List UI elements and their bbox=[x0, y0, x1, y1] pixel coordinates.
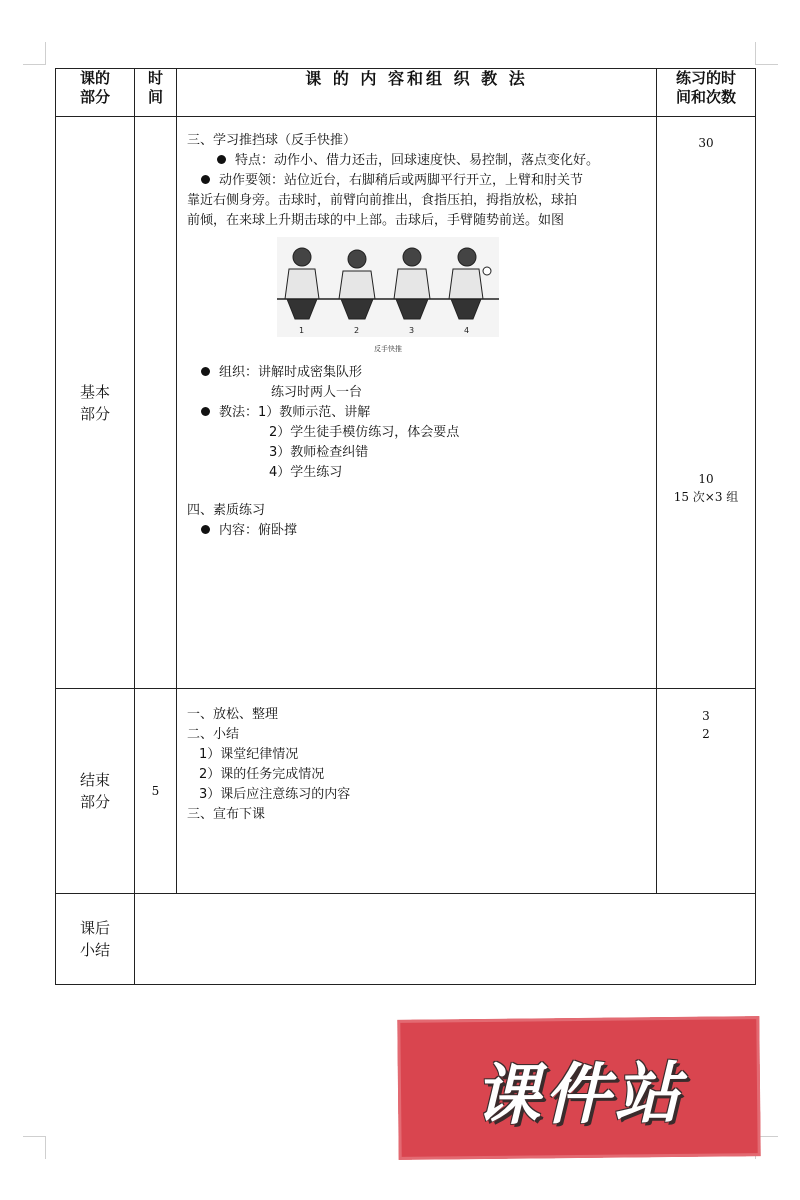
bullet-icon bbox=[201, 367, 210, 376]
ending-part-content bbox=[177, 689, 657, 894]
ending-part-practice bbox=[657, 689, 756, 894]
teaching-step-2: 2）学生徒手模仿练习，体会要点 bbox=[269, 425, 460, 440]
watermark-text: 课件站 bbox=[473, 1054, 685, 1134]
header-row bbox=[56, 69, 756, 117]
essentials-line-1: 动作要领：站位近台，右脚稍后或两脚平行开立，上臂和肘关节 bbox=[187, 171, 648, 191]
teaching-step-4: 4）学生练习 bbox=[269, 465, 343, 480]
ending-line-4: 2）课的任务完成情况 bbox=[199, 767, 325, 782]
ending-line-3: 1）课堂纪律情况 bbox=[199, 747, 299, 762]
basic-part-practice bbox=[657, 117, 756, 689]
crop-mark-top-right bbox=[755, 42, 778, 65]
basic-part-label: 基本 部分 bbox=[56, 117, 135, 689]
summary-label: 课后 小结 bbox=[56, 894, 135, 985]
figure-number-3: 3 bbox=[409, 326, 415, 335]
bullet-icon bbox=[201, 525, 210, 534]
header-content: 课 的 内 容和组 织 教 法 bbox=[177, 69, 657, 117]
summary-row bbox=[56, 894, 756, 985]
section4-content: 内容：俯卧撑 bbox=[187, 521, 648, 541]
header-part: 课的 部分 bbox=[56, 69, 135, 117]
bullet-icon bbox=[217, 155, 226, 164]
crop-mark-bottom-left bbox=[23, 1136, 46, 1159]
organize-line-2: 练习时两人一台 bbox=[271, 385, 363, 400]
figure-number-2: 2 bbox=[354, 326, 360, 335]
backhand-push-figure bbox=[277, 237, 499, 359]
section3-title: 三、学习推挡球（反手快推） bbox=[187, 133, 357, 148]
feature-line: 特点：动作小、借力还击，回球速度快、易控制，落点变化好。 bbox=[187, 151, 648, 171]
player-illustration-icon bbox=[277, 237, 499, 337]
essentials-line-2: 靠近右侧身旁。击球时，前臂向前推出，食指压拍，拇指放松，球拍 bbox=[187, 193, 578, 208]
practice-value-sets: 15 次×3 组 bbox=[673, 490, 739, 504]
basic-part-time bbox=[135, 117, 177, 689]
ending-line-6: 三、宣布下课 bbox=[187, 807, 266, 822]
header-time: 时 间 bbox=[135, 69, 177, 117]
crop-mark-top-left bbox=[23, 42, 46, 65]
basic-part-row bbox=[56, 117, 756, 689]
bullet-icon bbox=[201, 175, 210, 184]
ending-part-time: 5 bbox=[135, 689, 177, 894]
ending-part-label: 结束 部分 bbox=[56, 689, 135, 894]
figure-number-4: 4 bbox=[464, 326, 470, 335]
ending-line-5: 3）课后应注意练习的内容 bbox=[199, 787, 351, 802]
practice-value-2: 2 bbox=[702, 727, 710, 741]
practice-value-3: 3 bbox=[702, 709, 710, 723]
ending-line-1: 一、放松、整理 bbox=[187, 707, 279, 722]
figure-caption: 反手快推 bbox=[374, 345, 402, 353]
watermark-stamp bbox=[397, 1016, 760, 1160]
basic-part-content bbox=[177, 117, 657, 689]
section4-title: 四、素质练习 bbox=[187, 503, 266, 518]
figure-number-1: 1 bbox=[299, 326, 305, 335]
teaching-step-3: 3）教师检查纠错 bbox=[269, 445, 369, 460]
essentials-line-3: 前倾，在来球上升期击球的中上部。击球后，手臂随势前送。如图 bbox=[187, 213, 565, 228]
teaching-line: 教法：1）教师示范、讲解 bbox=[187, 403, 648, 423]
bullet-icon bbox=[201, 407, 210, 416]
organize-line-1: 组织：讲解时成密集队形 bbox=[187, 363, 648, 383]
lesson-plan-table bbox=[55, 68, 756, 985]
practice-value-30: 30 bbox=[698, 136, 714, 150]
header-practice: 练习的时 间和次数 bbox=[657, 69, 756, 117]
summary-content bbox=[135, 894, 756, 985]
ending-line-2: 二、小结 bbox=[187, 727, 240, 742]
ending-part-row bbox=[56, 689, 756, 894]
practice-value-10: 10 bbox=[698, 472, 714, 486]
